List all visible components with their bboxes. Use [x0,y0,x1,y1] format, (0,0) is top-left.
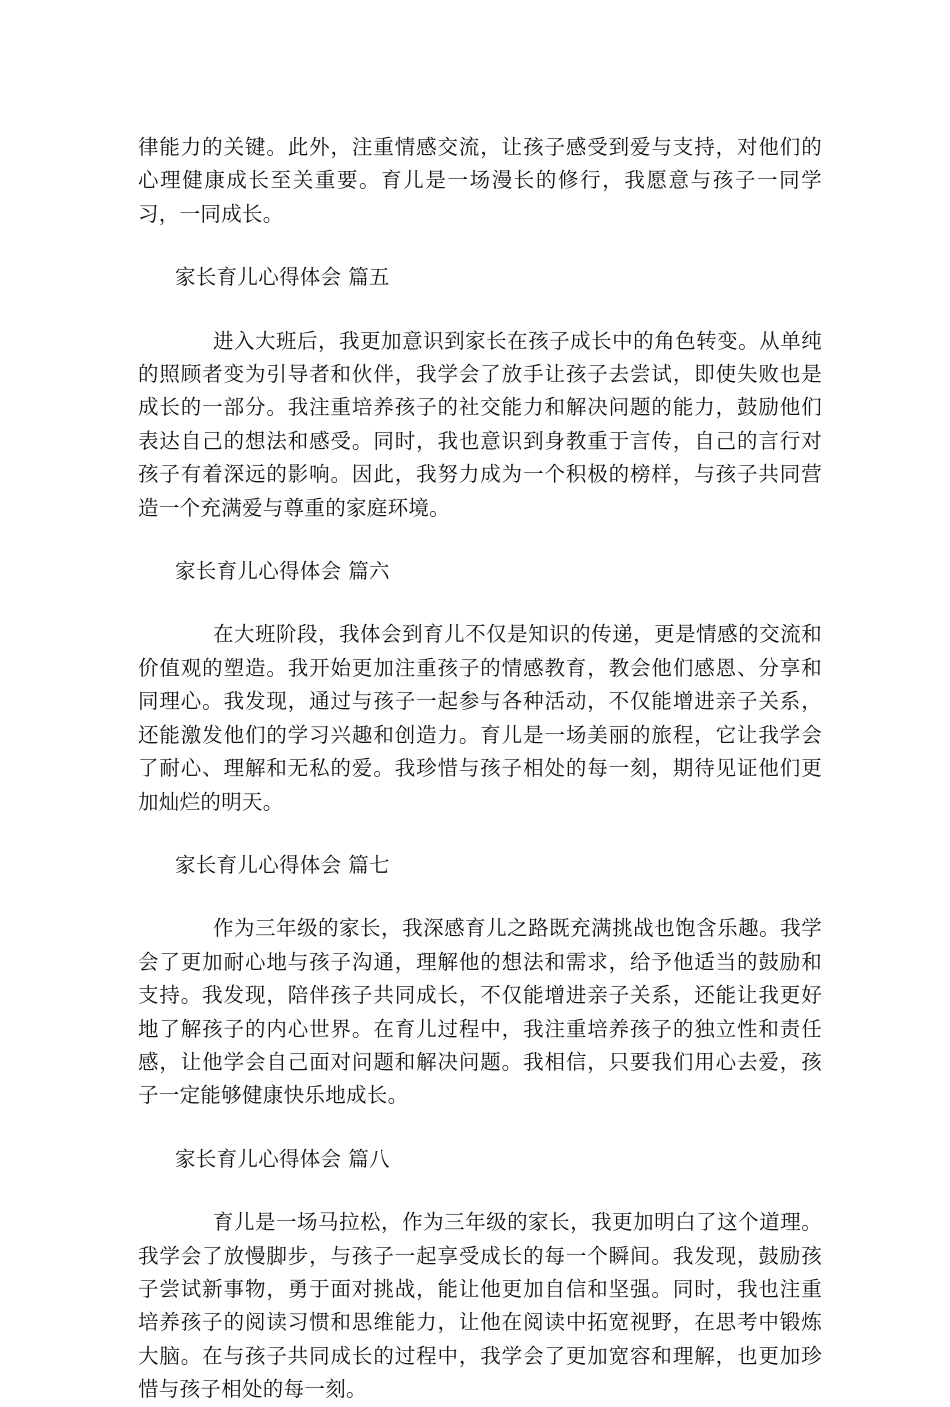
spacer [138,1176,822,1206]
section-title: 家长育儿心得体会 篇八 [175,1146,390,1171]
spacer [138,819,822,849]
section-title: 家长育儿心得体会 篇六 [175,559,390,584]
section-title: 家长育儿心得体会 篇五 [175,265,390,290]
section-5 [138,261,822,525]
intro-paragraph: 律能力的关键。此外，注重情感交流，让孩子感受到爱与支持，对他们的心理健康成长至关重要。育儿是一场漫长的修行，我愿意与孩子一同学习，一同成长。 [138,135,822,226]
spacer [138,588,822,618]
spacer [138,525,822,555]
spacer [138,882,822,912]
section-paragraph: 进入大班后，我更加意识到家长在孩子成长中的角色转变。从单纯的照顾者变为引导者和伙伴，我学会了放手让孩子去尝试，即使失败也是成长的一部分。我注重培养孩子的社交能力和解决问题的能力，鼓励他们表达自己的想法和感受。同时，我也意识到身教重于言传，自己的言行对孩子有着深远的影响。因此，我努力成为一个积极的榜样，与孩子共同营造一个充满爱与尊重的家庭环境。 [138,328,822,520]
section-paragraph: 作为三年级的家长，我深感育儿之路既充满挑战也饱含乐趣。我学会了更加耐心地与孩子沟通，理解他的想法和需求，给予他适当的鼓励和支持。我发现，陪伴孩子共同成长，不仅能增进亲子关系，还能让我更好地了解孩子的内心世界。在育儿过程中，我注重培养孩子的独立性和责任感，让他学会自己面对问题和解决问题。我相信，只要我们用心去爱，孩子一定能够健康快乐地成长。 [138,916,822,1108]
section-8 [138,1143,822,1407]
spacer [138,1113,822,1143]
section-6 [138,555,822,819]
spacer [138,231,822,261]
document-body [138,131,822,1407]
section-paragraph: 在大班阶段，我体会到育儿不仅是知识的传递，更是情感的交流和价值观的塑造。我开始更加注重孩子的情感教育，教会他们感恩、分享和同理心。我发现，通过与孩子一起参与各种活动，不仅能增进亲子关系，还能激发他们的学习兴趣和创造力。育儿是一场美丽的旅程，它让我学会了耐心、理解和无私的爱。我珍惜与孩子相处的每一刻，期待见证他们更加灿烂的明天。 [138,622,822,814]
section-title: 家长育儿心得体会 篇七 [175,852,390,877]
section-paragraph: 育儿是一场马拉松，作为三年级的家长，我更加明白了这个道理。我学会了放慢脚步，与孩子一起享受成长的每一个瞬间。我发现，鼓励孩子尝试新事物，勇于面对挑战，能让他更加自信和坚强。同时，我也注重培养孩子的阅读习惯和思维能力，让他在阅读中拓宽视野，在思考中锻炼大脑。在与孩子共同成长的过程中，我学会了更加宽容和理解，也更加珍惜与孩子相处的每一刻。 [138,1210,822,1402]
section-7 [138,849,822,1113]
spacer [138,295,822,325]
